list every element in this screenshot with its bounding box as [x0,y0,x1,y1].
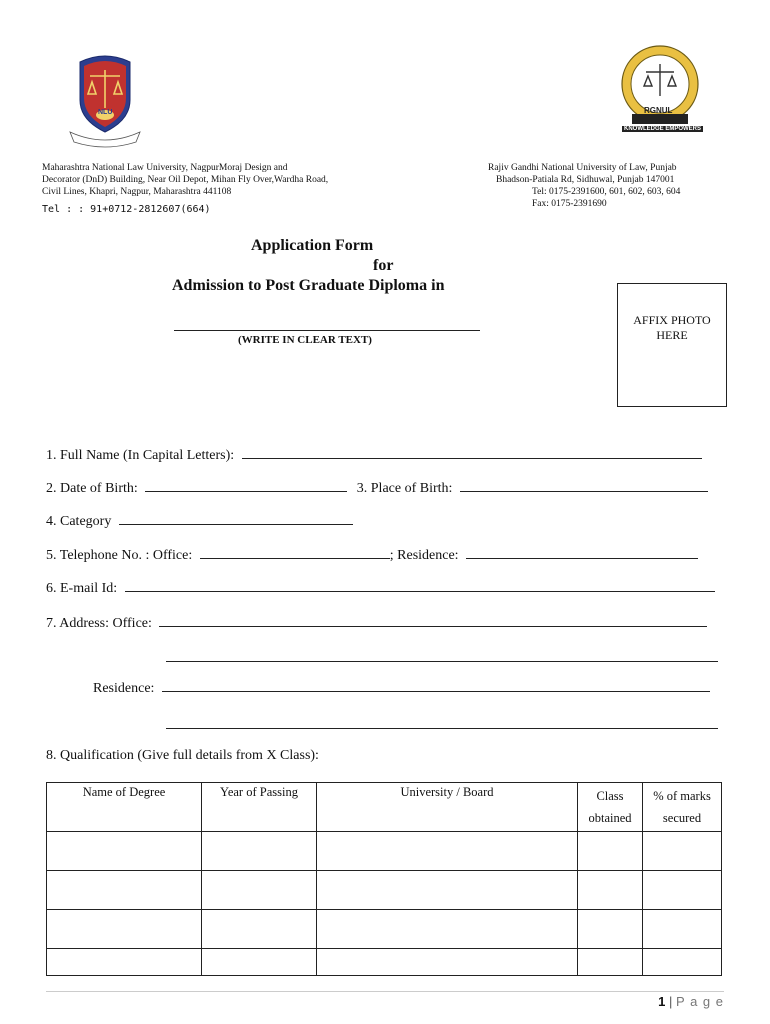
telephone-office-label: 5. Telephone No. : Office: [46,548,193,563]
address-office-input-line2[interactable] [166,661,718,662]
table-row [47,871,722,910]
table-cell[interactable] [317,832,578,871]
header-name-of-degree: Name of Degree [47,783,202,832]
table-cell[interactable] [643,871,722,910]
header-class-line1: Class [596,789,624,803]
form-title: Application Form [251,237,374,254]
form-subtitle: Admission to Post Graduate Diploma in [172,277,445,294]
table-cell[interactable] [202,910,317,949]
header-marks-line1: % of marks [653,789,711,803]
nlu-logo-text: NLU [98,109,113,116]
full-name-input[interactable] [242,457,702,459]
header-class-line2: obtained [588,811,632,825]
table-row [47,832,722,871]
page-number: 1 [658,994,666,1009]
pob-input[interactable] [460,490,708,492]
nlu-telephone: Tel : : 91+0712-2812607(664) [42,204,211,215]
form-title-for: for [373,257,394,274]
nlu-address-line1: Maharashtra National Law University, NagpurMoraj Design and [42,163,288,173]
address-office-label: 7. Address: Office: [46,616,152,631]
header-university-board: University / Board [317,783,578,832]
address-residence-row [93,681,710,697]
table-cell[interactable] [643,832,722,871]
nlu-address-line3: Civil Lines, Khapri, Nagpur, Maharashtra 441108 [42,187,232,197]
address-office-row [46,616,707,632]
address-residence-input[interactable] [162,690,710,692]
table-cell[interactable] [578,910,643,949]
table-cell[interactable] [578,949,643,976]
affix-photo-box [617,283,727,407]
header-marks-line2: secured [662,811,702,825]
rgnul-address-line3: Tel: 0175-2391600, 601, 602, 603, 604 [532,187,681,197]
dob-input[interactable] [145,490,347,492]
table-row [47,910,722,949]
table-header-row [47,783,722,832]
email-row [46,581,715,597]
page-separator: | [669,994,673,1009]
dob-label: 2. Date of Birth: [46,481,138,496]
affix-photo-label: AFFIX PHOTO [633,313,711,327]
table-cell[interactable] [317,871,578,910]
diploma-name-blank[interactable] [174,330,480,331]
table-cell[interactable] [317,910,578,949]
nlu-logo [62,52,148,148]
table-cell[interactable] [47,910,202,949]
email-label: 6. E-mail Id: [46,581,118,596]
affix-photo-here: HERE [656,328,688,342]
birth-row [46,481,708,497]
rgnul-address-line2: Bhadson-Patiala Rd, Sidhuwal, Punjab 147001 [496,175,675,185]
header-year-of-passing: Year of Passing [202,783,317,832]
table-cell[interactable] [643,949,722,976]
nlu-address [42,162,328,198]
category-label: 4. Category [46,514,112,529]
table-cell[interactable] [47,871,202,910]
table-cell[interactable] [47,949,202,976]
full-name-row [46,448,702,464]
rgnul-logo [614,44,706,136]
rgnul-address-line4: Fax: 0175-2391690 [532,199,607,209]
clear-text-note: (WRITE IN CLEAR TEXT) [238,334,372,346]
qualification-table [46,782,722,976]
nlu-address-line2: Decorator (DnD) Building, Near Oil Depot, Mihan Fly Over,Wardha Road, [42,175,329,185]
telephone-residence-input[interactable] [466,557,698,559]
rgnul-address [488,162,680,210]
category-row [46,514,353,530]
table-cell[interactable] [317,949,578,976]
table-cell[interactable] [202,832,317,871]
table-cell[interactable] [202,871,317,910]
category-input[interactable] [119,523,353,525]
table-cell[interactable] [578,871,643,910]
rgnul-address-line1: Rajiv Gandhi National University of Law, Punjab [488,163,677,173]
footer-divider [46,991,724,992]
rgnul-logo-name: RGNUL [644,106,673,115]
page-word: P a g e [676,994,724,1009]
table-cell[interactable] [578,832,643,871]
table-cell[interactable] [47,832,202,871]
address-office-input[interactable] [159,625,707,627]
pob-label: 3. Place of Birth: [356,481,453,496]
qualification-label: 8. Qualification (Give full details from X Class): [46,748,319,763]
telephone-residence-label: ; Residence: [389,548,459,563]
table-cell[interactable] [202,949,317,976]
table-cell[interactable] [643,910,722,949]
email-input[interactable] [125,590,715,592]
telephone-row [46,548,698,564]
address-residence-input-line2[interactable] [166,728,718,729]
rgnul-logo-motto: KNOWLEDGE EMPOWERS [624,126,702,132]
address-residence-label: Residence: [93,681,155,696]
table-row [47,949,722,976]
page-footer [658,994,724,1009]
header-marks-secured [643,783,722,832]
full-name-label: 1. Full Name (In Capital Letters): [46,448,235,463]
header-class-obtained [578,783,643,832]
telephone-office-input[interactable] [200,557,390,559]
